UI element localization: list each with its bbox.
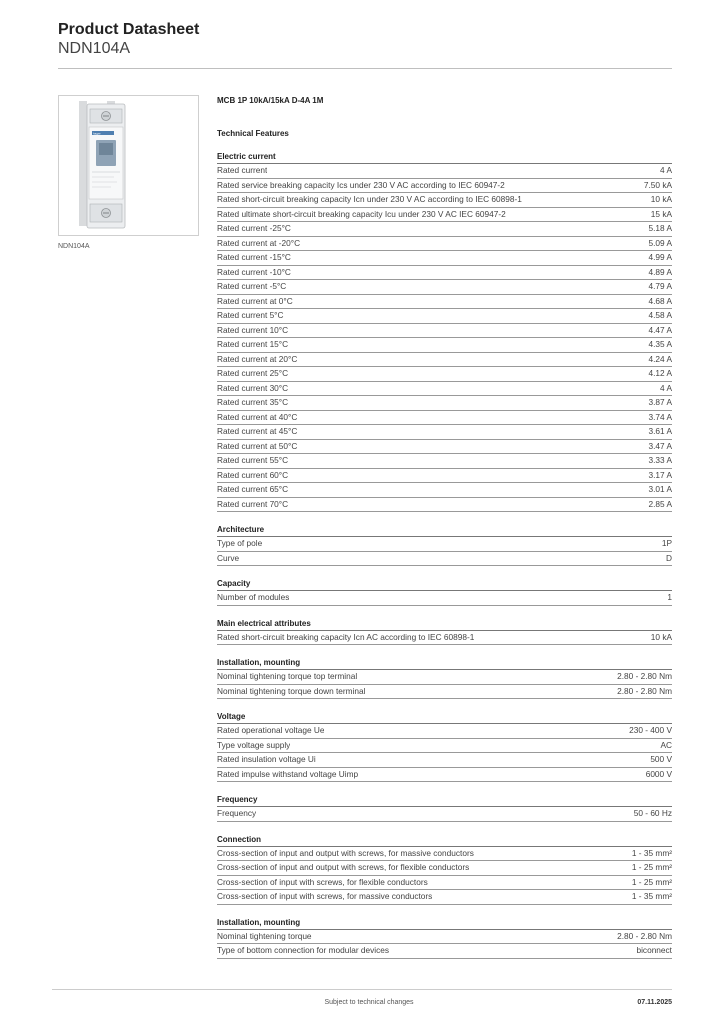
spec-value: 4.68 A <box>648 295 672 306</box>
spec-label: Rated current 5°C <box>217 310 284 321</box>
spec-label: Rated impulse withstand voltage Uimp <box>217 768 359 779</box>
spec-value: 10 kA <box>650 194 672 205</box>
spec-value: 1 - 35 mm² <box>631 847 672 858</box>
spec-label: Rated ultimate short-circuit breaking capacity Icu under 230 V AC IEC 60947-2 <box>217 208 506 219</box>
spec-value: 4 A <box>660 382 672 393</box>
spec-value: 5.09 A <box>648 237 672 248</box>
spec-label: Rated current 10°C <box>217 324 289 335</box>
spec-value: 4.99 A <box>648 252 672 263</box>
spec-label: Rated current at 20°C <box>217 353 298 364</box>
header-divider <box>58 68 672 69</box>
spec-row <box>217 208 672 223</box>
spec-value: 6000 V <box>645 768 672 779</box>
spec-value: 15 kA <box>650 208 672 219</box>
spec-value: AC <box>660 739 672 750</box>
spec-label: Nominal tightening torque <box>217 930 312 941</box>
spec-row <box>217 876 672 891</box>
spec-value: 3.74 A <box>648 411 672 422</box>
spec-row <box>217 890 672 905</box>
spec-row <box>217 861 672 876</box>
spec-value: 50 - 60 Hz <box>633 808 672 819</box>
spec-value: 7.50 kA <box>643 179 672 190</box>
spec-row <box>217 807 672 822</box>
spec-value: 4.35 A <box>648 339 672 350</box>
spec-label: Rated current -25°C <box>217 223 291 234</box>
spec-value: 4.24 A <box>648 353 672 364</box>
spec-label: Rated current at 40°C <box>217 411 298 422</box>
spec-value: 230 - 400 V <box>629 725 672 736</box>
spec-value: 2.80 - 2.80 Nm <box>617 930 672 941</box>
spec-value: 1 - 35 mm² <box>631 891 672 902</box>
spec-label: Rated current at 45°C <box>217 426 298 437</box>
spec-label: Rated current at -20°C <box>217 237 301 248</box>
section-title: Voltage <box>217 711 672 724</box>
spec-value: 3.87 A <box>648 397 672 408</box>
spec-row <box>217 753 672 768</box>
spec-label: Cross-section of input with screws, for massive conductors <box>217 891 433 902</box>
spec-value: 1 - 25 mm² <box>631 876 672 887</box>
spec-value: 1P <box>661 538 672 549</box>
spec-label: Rated current -10°C <box>217 266 291 277</box>
circuit-breaker-illustration <box>59 96 198 235</box>
footer-note: Subject to technical changes <box>324 999 414 1006</box>
spec-row <box>217 498 672 513</box>
spec-value: 500 V <box>650 754 672 765</box>
spec-label: Rated service breaking capacity Ics under 230 V AC according to IEC 60947-2 <box>217 179 505 190</box>
spec-row <box>217 670 672 685</box>
spec-label: Cross-section of input with screws, for flexible conductors <box>217 876 428 887</box>
spec-row <box>217 944 672 959</box>
spec-label: Cross-section of input and output with screws, for flexible conductors <box>217 862 470 873</box>
spec-label: Rated current 65°C <box>217 484 289 495</box>
spec-value: 1 - 25 mm² <box>631 862 672 873</box>
spec-row <box>217 631 672 646</box>
spec-row <box>217 309 672 324</box>
spec-value: 4.79 A <box>648 281 672 292</box>
spec-row <box>217 222 672 237</box>
spec-sections <box>217 151 672 959</box>
spec-value: 1 <box>667 592 672 603</box>
spec-section <box>217 711 672 782</box>
spec-section <box>217 524 672 566</box>
spec-value: 3.33 A <box>648 455 672 466</box>
spec-label: Number of modules <box>217 592 290 603</box>
spec-label: Rated short-circuit breaking capacity Icn AC according to IEC 60898-1 <box>217 631 475 642</box>
spec-row <box>217 552 672 567</box>
section-title: Frequency <box>217 794 672 807</box>
spec-value: biconnect <box>636 945 672 956</box>
spec-label: Rated current at 50°C <box>217 440 298 451</box>
spec-label: Rated current 30°C <box>217 382 289 393</box>
spec-label: Frequency <box>217 808 257 819</box>
spec-row <box>217 483 672 498</box>
spec-label: Nominal tightening torque top terminal <box>217 671 358 682</box>
spec-row <box>217 469 672 484</box>
spec-section <box>217 578 672 606</box>
spec-label: Rated current 70°C <box>217 498 289 509</box>
footer-date: 07.11.2025 <box>637 999 672 1006</box>
spec-row <box>217 266 672 281</box>
spec-label: Rated current 25°C <box>217 368 289 379</box>
spec-row <box>217 739 672 754</box>
spec-section <box>217 618 672 646</box>
spec-row <box>217 237 672 252</box>
spec-row <box>217 724 672 739</box>
spec-value: D <box>666 552 672 563</box>
spec-label: Rated current 60°C <box>217 469 289 480</box>
specifications <box>217 94 672 959</box>
spec-value: 3.47 A <box>648 440 672 451</box>
product-code: NDN104A <box>58 40 131 57</box>
spec-value: 2.80 - 2.80 Nm <box>617 685 672 696</box>
spec-section <box>217 917 672 959</box>
spec-row <box>217 179 672 194</box>
spec-value: 2.85 A <box>648 498 672 509</box>
spec-value: 4.89 A <box>648 266 672 277</box>
spec-value: 2.80 - 2.80 Nm <box>617 671 672 682</box>
spec-value: 4.58 A <box>648 310 672 321</box>
section-title: Electric current <box>217 151 672 164</box>
spec-section <box>217 834 672 905</box>
spec-row <box>217 280 672 295</box>
spec-label: Rated current -15°C <box>217 252 291 263</box>
spec-label: Nominal tightening torque down terminal <box>217 685 366 696</box>
technical-features-title: Technical Features <box>217 129 289 138</box>
spec-label: Rated current 15°C <box>217 339 289 350</box>
spec-label: Type voltage supply <box>217 739 291 750</box>
spec-section <box>217 657 672 699</box>
spec-label: Rated current <box>217 165 268 176</box>
spec-row <box>217 440 672 455</box>
spec-row <box>217 591 672 606</box>
spec-label: Type of bottom connection for modular devices <box>217 945 390 956</box>
spec-row <box>217 847 672 862</box>
product-image <box>58 95 199 236</box>
section-title: Main electrical attributes <box>217 618 672 631</box>
footer-divider <box>52 989 672 990</box>
spec-value: 3.61 A <box>648 426 672 437</box>
spec-value: 4.12 A <box>648 368 672 379</box>
spec-label: Rated current 35°C <box>217 397 289 408</box>
spec-section <box>217 151 672 512</box>
spec-label: Cross-section of input and output with screws, for massive conductors <box>217 847 474 858</box>
section-title: Architecture <box>217 524 672 537</box>
spec-label: Rated insulation voltage Ui <box>217 754 316 765</box>
image-caption: NDN104A <box>58 243 90 250</box>
spec-row <box>217 164 672 179</box>
spec-row <box>217 685 672 700</box>
spec-value: 5.18 A <box>648 223 672 234</box>
section-title: Connection <box>217 834 672 847</box>
spec-section <box>217 794 672 822</box>
spec-row <box>217 425 672 440</box>
spec-label: Rated operational voltage Ue <box>217 725 325 736</box>
spec-row <box>217 251 672 266</box>
spec-row <box>217 396 672 411</box>
spec-value: 10 kA <box>650 631 672 642</box>
spec-row <box>217 193 672 208</box>
page-header <box>58 20 199 58</box>
section-title: Capacity <box>217 578 672 591</box>
spec-label: Rated short-circuit breaking capacity Icn under 230 V AC according to IEC 60898-1 <box>217 194 522 205</box>
spec-row <box>217 537 672 552</box>
spec-value: 4 A <box>660 165 672 176</box>
spec-row <box>217 768 672 783</box>
spec-value: 3.01 A <box>648 484 672 495</box>
spec-label: Rated current at 0°C <box>217 295 293 306</box>
spec-row <box>217 295 672 310</box>
page-title: Product Datasheet <box>58 21 200 38</box>
brand-mark: hager <box>93 131 101 136</box>
spec-value: 4.47 A <box>648 324 672 335</box>
spec-value: 3.17 A <box>648 469 672 480</box>
spec-label: Rated current 55°C <box>217 455 289 466</box>
spec-row <box>217 338 672 353</box>
product-name: MCB 1P 10kA/15kA D-4A 1M <box>217 96 324 105</box>
spec-row <box>217 454 672 469</box>
section-title: Installation, mounting <box>217 657 672 670</box>
spec-row <box>217 930 672 945</box>
spec-label: Rated current -5°C <box>217 281 287 292</box>
spec-row <box>217 382 672 397</box>
spec-row <box>217 324 672 339</box>
spec-label: Curve <box>217 552 240 563</box>
spec-label: Type of pole <box>217 538 263 549</box>
spec-row <box>217 411 672 426</box>
section-title: Installation, mounting <box>217 917 672 930</box>
spec-row <box>217 367 672 382</box>
spec-row <box>217 353 672 368</box>
